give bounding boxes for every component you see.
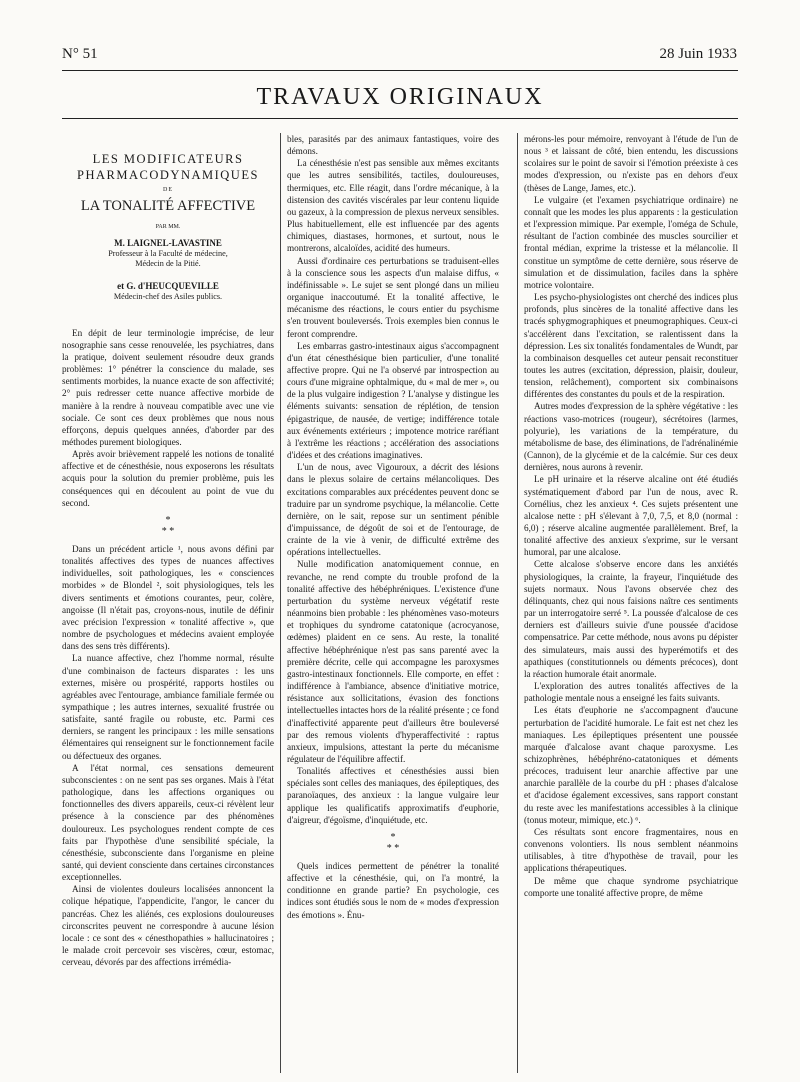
paragraph: L'un de nous, avec Vigouroux, a décrit des lésions dans le plexus solaire de certains mélancoliques. Des excitations comparables aux précédentes peuvent donc se traduire par un syndrome psychique, la mélancolie. Cette dernière, on le sait, repose sur un sentiment pénible d'impuissance, de dégoût de soi et de l'entourage, de crainte de la vie à venir, de difficulté extrême des opérations intellectuelles. <box>287 462 499 558</box>
paragraph: bles, parasités par des animaux fantastiques, voire des démons. <box>287 134 499 157</box>
byline: PAR MM. <box>155 223 181 230</box>
paragraph: Aussi d'ordinaire ces perturbations se traduisent-elles à la conscience sous les aspects d'un malaise diffus, « indéfinissable ». Le sujet se sent plongé dans un milieu organique inaccoutumé. Et la tonalité affective, le mécanisme des réactions, le cours entier du psychisme s'en trouvent bouleversés. Trois exemples bien connus le feront comprendre. <box>287 255 499 339</box>
section-separator: * * * <box>161 514 175 537</box>
paragraph: Après avoir brièvement rappelé les notions de tonalité affective et de cénesthésie, nous exposerons les résultats acquis pour la solution du premier problème, puis les conséquences qui en découlent au point de vue du second. <box>62 449 274 508</box>
paragraph: Dans un précédent article ¹, nous avons défini par tonalités affectives des types de nuances affectives individuelles, soit pathologiques, les « consciences morbides » de Blondel ², soit physiologiques, tels les divers sentiments et émotions courantes, peur, colère, angoisse (Il n'était pas, croyons-nous, inutile de définir avec précision l'expression « tonalité affective », que nombre de psychologues et médecins avaient employée dans des sens très différents). <box>62 543 274 652</box>
author-1-affiliation: Professeur à la Faculté de médecine, <box>108 248 228 258</box>
author-1-affiliation: Médecin de la Pitié. <box>135 259 201 269</box>
paragraph: A l'état normal, ces sensations demeurent subconscientes : on ne sent pas ses organes. Mais à l'état pathologique, dans les affections organiques ou fonctionnelles des divers appareils, ceux-ci révèlent leur présence à la conscience par des phénomènes douloureux. Les psychologues rendent compte de ces faits par l'hypothèse d'une sensibilité spéciale, la cénesthésie, subconsciente dans l'organisme en pleine santé, qui devient consciente dans certaines circonstances exceptionnelles. <box>62 762 274 883</box>
article-title-line3: DE <box>163 187 173 194</box>
paragraph: Le vulgaire (et l'examen psychiatrique ordinaire) ne connaît que les modes les plus apparents : la gesticulation et l'expression mimique. Par exemple, l'oméga de Schule, résultant de l'action combinée des muscles sourcilier et frontal médian, exprime la tristesse et la mélancolie. Il constitue un symptôme de cette dernière, sous réserve de simulation et de dissimulation, faciles dans la sphère motrice volontaire. <box>524 194 738 290</box>
paragraph: Nulle modification anatomiquement connue, en revanche, ne rend compte du trouble profond de la tonalité affective des hébéphréniques. L'existence d'une perturbation du système nerveux végétatif reste néanmoins bien probable : les phénomènes vaso-moteurs et trophiques du syndrome catatonique (acrocyanose, œdèmes) plaident en ce sens. Au reste, la tonalité affective hébéphrénique n'est pas sans parenté avec la première décrite, celle qui accompagne les paroxysmes gastro-intestinaux fonctionnels. Elle comporte, en effet : indifférence à l'ambiance, absence d'initiative motrice, résistance aux sollicitations, évasion des fonctions intellectuelles intactes hors de la réalité présente ; ce fond d'inaffectivité apparente peut d'ailleurs être bouleversé par des remous violents d'hyperaffectivité : raptus anxieux, impulsions, attestant la perte du mécanisme régulateur de l'équilibre affectif. <box>287 559 499 764</box>
article-title-line1: LES MODIFICATEURS <box>92 152 244 166</box>
author-1: M. LAIGNEL-LAVASTINE <box>114 237 222 248</box>
article-title-line4: LA TONALITÉ AFFECTIVE <box>80 198 256 215</box>
article-heading <box>62 153 274 303</box>
paragraph: La nuance affective, chez l'homme normal, résulte d'une combinaison de facteurs disparates : les uns externes, misère ou prospérité, rapports hostiles ou agréables avec l'entourage, ambiance familiale fermée ou sympathique ; les autres internes, sexualité frustrée ou satisfaite, santé fragile ou robuste, etc. Parmi ces derniers, se rangent les principaux : les mille sensations élémentaires qui renseignent sur le fonctionnement facile ou défectueux des organes. <box>62 653 274 761</box>
section-separator: * * * <box>386 831 400 854</box>
paragraph: De même que chaque syndrome psychiatrique comporte une tonalité affective propre, de même <box>524 875 738 898</box>
paragraph: Les psycho-physiologistes ont cherché des indices plus profonds, plus sincères de la tonalité affective dans les tracés sphygmographiques et pneumographiques. Ceux-ci s'accélèrent dans l'excitation, se ralentissent dans la dépression. Les six tonalités fondamentales de Wundt, par la combinaison desquelles cet auteur pensait reconstituer toutes les autres (excitation, dépression, plaisir, douleur, tension, relâchement), comportent six combinaisons différentes des constantes du pouls et de la respiration. <box>524 292 738 400</box>
page-number: N° 51 <box>62 46 98 62</box>
paragraph: Autres modes d'expression de la sphère végétative : les réactions vaso-motrices (rougeur), sécrétoires (larmes, polyurie), les variations de la température, du métabolisme de base, des éliminations, de l'adrénalinémie (Cannon), de la glycémie et de la calcémie. Sur ces deux dernières, nous aurons à revenir. <box>524 401 738 473</box>
paragraph: mérons-les pour mémoire, renvoyant à l'étude de l'un de nous ³ et laissant de côté, bien entendu, les discussions scolaires sur le point de savoir si l'émotion préexiste à ces modes d'expression, ou n'existe pas en dehors d'eux (thèses de Lange, James, etc.). <box>524 134 738 193</box>
column-2 <box>287 133 499 1073</box>
column-divider <box>280 133 281 1073</box>
paragraph: Ces résultats sont encore fragmentaires, nous en convenons volontiers. Ils nous semblent néanmoins utilisables, à titre d'hypothèse de travail, pour les applications thérapeutiques. <box>524 826 738 874</box>
paragraph: Cette alcalose s'observe encore dans les anxiétés physiologiques, la crainte, la frayeur, l'inquiétude des sujets normaux. Nous l'avons observée chez des délinquants, chez qui nous faisions naître ces sentiments par un interrogatoire serré ⁵. La poussée d'alcalose de ces derniers est d'ailleurs suivie d'une poussée d'acidose compensatrice. Par cette méthode, nous avons pu dépister des simulateurs, mais aussi des hyperémotifs et des apathiques (constitutionnels ou déments précoces), dont la réaction humorale était anormale. <box>524 559 738 679</box>
paragraph: Le pH urinaire et la réserve alcaline ont été étudiés systématiquement d'abord par l'un de nous, avec R. Cornélius, chez les anxieux ⁴. Ces sujets présentent une alcalose nette : pH s'élevant à 7,0, 7,5, et 8,0 (normal : 6,0) ; réserve alcaline augmentée parallèlement. Bref, la tonalité affective des anxieux s'exprime, sur le versant humoral, par une alcalose. <box>524 474 738 558</box>
column-3 <box>524 133 738 1073</box>
article-columns <box>62 133 748 1073</box>
paragraph: Ainsi de violentes douleurs localisées annoncent la colique hépatique, l'appendicite, l'angor, le cancer du pancréas. Chez les aliénés, ces explosions douloureuses circonscrites peuvent ne correspondre à aucune lésion locale : ce sont des « cénesthopathies » hallucinatoires ; le malade croit percevoir ses viscères, cœur, estomac, cerveau, dévorés par des affections irrémédia- <box>62 884 274 968</box>
paragraph: Les états d'euphorie ne s'accompagnent d'aucune perturbation de l'acidité humorale. Le fait est net chez les maniaques. Les épileptiques présentent une poussée marquée d'alcalose avant chaque paroxysme. Les schizophrènes, hébéphréno-catatoniques et déments précoces, traduisent leur anarchie affective par une anarchie parallèle de la courbe du pH : phases d'alcalose et d'acidose également excessives, sans rapport constant du reste avec les manifestations accessibles à la clinique (tonus moteur, mimique, etc.) ⁶. <box>524 705 738 825</box>
page-date: 28 Juin 1933 <box>659 46 737 62</box>
author-2: et G. d'HEUCQUEVILLE <box>117 280 219 291</box>
paragraph: La cénesthésie n'est pas sensible aux mêmes excitants que les autres sensibilités, tactiles, douloureuses, thermiques, etc. Elle réagit, dans l'ordre mécanique, à la distension des cavités viscérales par leur contenu liquide ou gazeux, à la compression de plexus nerveux sensibles. Plus habituellement, elle est influencée par des agents chimiques, diastases, hormones, et surtout, nous le montrerons, alcaloïdes, acidité des humeurs. <box>287 158 499 254</box>
column-divider <box>517 133 518 1073</box>
column-1 <box>62 133 274 1073</box>
section-title: TRAVAUX ORIGINAUX <box>256 84 544 110</box>
paragraph: Tonalités affectives et cénesthésies aussi bien spéciales sont celles des maniaques, des épileptiques, des paranoïaques, des anxieux : la langue vulgaire leur applique les qualificatifs approximatifs d'euphorie, d'aigreur, d'égoïsme, d'inquiétude, etc. <box>287 766 499 825</box>
paragraph: Les embarras gastro-intestinaux aigus s'accompagnent d'un état cénesthésique bien particulier, d'une tonalité affective propre. Qui ne l'a observé par introspection au cours d'une migraine ophtalmique, du « mal de mer », ou de la plus vulgaire indigestion ? L'analyse y distingue les éléments suivants: sensation de réplétion, de tension épigastrique, de nausée, de vertige; indifférence totale aux événements extérieurs ; impotence motrice raréfiant à l'extrême les réactions ; accélération des associations d'idées et des créations imaginatives. <box>287 340 499 461</box>
header-rule-top <box>62 70 738 71</box>
paragraph: Quels indices permettent de pénétrer la tonalité affective et la cénesthésie, qui, on l'a montré, la conditionne en grande partie? En psychologie, ces indices sont étudiés sous le nom de « modes d'expression des émotions ». Énu- <box>287 860 499 920</box>
author-2-affiliation: Médecin-chef des Asiles publics. <box>113 292 223 302</box>
paragraph: En dépit de leur terminologie imprécise, de leur nosographie sans cesse renouvelée, les psychiatres, dans la pratique, doivent seulement résoudre deux grands problèmes: 1° pénétrer la conscience du malade, ses sentiments morbides, la nuance exacte de son affectivité; 2° puis redresser cette nuance affective morbide de manière à la rendre à nouveau compatible avec une vie sociale. Ce sont ces deux problèmes que nous nous efforçons, depuis quelques années, d'aborder par des méthodes purement biologiques. <box>62 327 274 447</box>
paragraph: L'exploration des autres tonalités affectives de la pathologie mentale nous a enseigné les faits suivants. <box>524 681 738 704</box>
header-rule-bottom <box>62 118 738 119</box>
article-title-line2: PHARMACODYNAMIQUES <box>77 168 259 183</box>
